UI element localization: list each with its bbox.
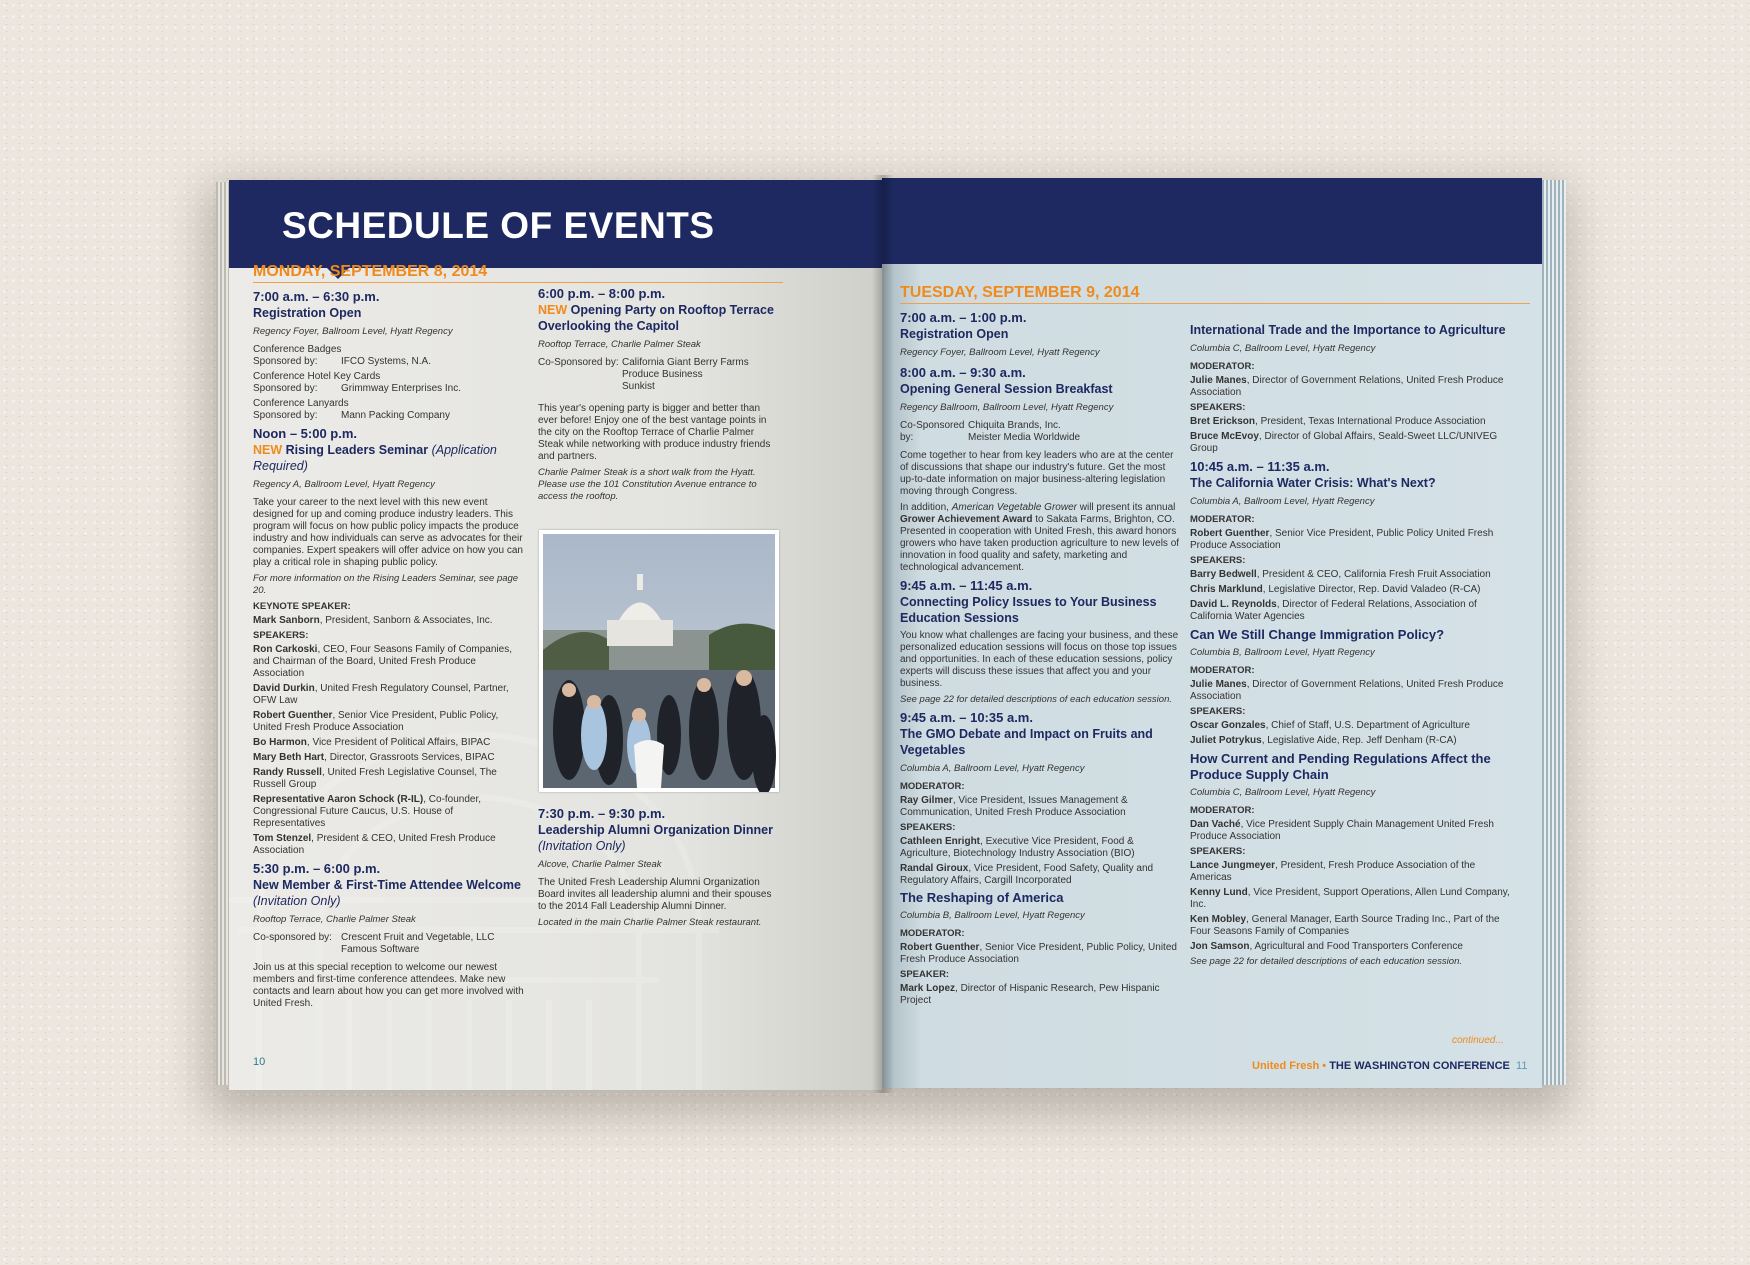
- event-title: Opening General Session Breakfast: [900, 382, 1113, 396]
- speakers-label: SPEAKERS:: [1190, 706, 1246, 717]
- event-title: Can We Still Change Immigration Policy?: [1190, 627, 1445, 642]
- moderator: Ray Gilmer, Vice President, Issues Management & Communication, United Fresh Produce Association: [900, 795, 1128, 818]
- sponsor-line: Sponsored by: IFCO Systems, N.A.: [253, 356, 432, 367]
- event-title: The Reshaping of America: [900, 890, 1064, 905]
- event-description: This year's opening party is bigger and better than ever before! Enjoy one of the best vantage points in the city on the Rooftop Terrace of Charlie Palmer Steak while networking with produce industry friends and partners.: [538, 403, 771, 462]
- continued-marker: continued...: [1452, 1035, 1504, 1046]
- speakers-label: SPEAKERS:: [1190, 846, 1246, 857]
- event-title: The California Water Crisis: What's Next?: [1190, 476, 1436, 490]
- speaker: Mary Beth Hart, Director, Grassroots Services, BIPAC: [253, 752, 495, 763]
- speaker: Bret Erickson, President, Texas International Produce Association: [1190, 416, 1486, 427]
- left-column-1: [253, 285, 528, 1014]
- page-title: SCHEDULE OF EVENTS: [282, 205, 715, 246]
- header-band-right: [882, 178, 1542, 264]
- event-time: 8:00 a.m. – 9:30 a.m.: [900, 365, 1026, 380]
- sponsor-line: Sponsored by: Mann Packing Company: [253, 410, 450, 421]
- speaker: Oscar Gonzales, Chief of Staff, U.S. Department of Agriculture: [1190, 720, 1470, 731]
- speaker: Kenny Lund, Vice President, Support Operations, Allen Lund Company, Inc.: [1190, 887, 1510, 910]
- speaker: Ken Mobley, General Manager, Earth Source Trading Inc., Part of the Four Seasons Family of Companies: [1190, 914, 1500, 937]
- event-time: 7:00 a.m. – 1:00 p.m.: [900, 310, 1027, 325]
- sponsor-line: Sponsored by: Grimmway Enterprises Inc.: [253, 383, 462, 394]
- event-time: 9:45 a.m. – 10:35 a.m.: [900, 710, 1033, 725]
- keynote-label: KEYNOTE SPEAKER:: [253, 601, 351, 612]
- sponsor-item: Conference Badges: [253, 344, 342, 355]
- event-location: Alcove, Charlie Palmer Steak: [538, 859, 662, 870]
- event-location: Columbia B, Ballroom Level, Hyatt Regency: [1190, 647, 1375, 658]
- event-location: Regency Foyer, Ballroom Level, Hyatt Regency: [253, 326, 453, 337]
- speakers-label: SPEAKERS:: [900, 822, 956, 833]
- cosponsors: Co-sponsored by: Crescent Fruit and Vegetable, LLC Famous Software: [253, 932, 495, 955]
- event-location: Columbia A, Ballroom Level, Hyatt Regency: [1190, 496, 1375, 507]
- moderator-label: MODERATOR:: [1190, 805, 1255, 816]
- cosponsors: Co-Sponsored by: California Giant Berry Farms Produce Business Sunkist: [538, 357, 749, 392]
- event-location: Columbia C, Ballroom Level, Hyatt Regency: [1190, 787, 1376, 798]
- sponsor-item: Conference Lanyards: [253, 398, 349, 409]
- speaker: Ron Carkoski, CEO, Four Seasons Family of Companies, and Chairman of the Board, United Fresh Produce Association: [253, 644, 512, 679]
- event-time: 5:30 p.m. – 6:00 p.m.: [253, 861, 381, 876]
- event-location: Columbia A, Ballroom Level, Hyatt Regency: [900, 763, 1085, 774]
- speaker: Mark Lopez, Director of Hispanic Research, Pew Hispanic Project: [900, 983, 1160, 1006]
- left-page: [229, 180, 882, 1090]
- rooftop-party-photo: [539, 530, 779, 792]
- event-title: Connecting Policy Issues to Your Business Education Sessions: [900, 595, 1157, 625]
- moderator: Dan Vaché, Vice President Supply Chain Management United Fresh Produce Association: [1190, 819, 1494, 842]
- left-column-2-lower: [538, 802, 781, 933]
- event-location: Columbia C, Ballroom Level, Hyatt Regency: [1190, 343, 1376, 354]
- event-note: Located in the main Charlie Palmer Steak restaurant.: [538, 917, 762, 928]
- event-title: New Member & First-Time Attendee Welcome: [253, 878, 521, 892]
- event-time: 6:00 p.m. – 8:00 p.m.: [538, 286, 666, 301]
- page-number-left: 10: [253, 1056, 266, 1068]
- event-location: Rooftop Terrace, Charlie Palmer Steak: [253, 914, 416, 925]
- speaker: Jon Samson, Agricultural and Food Transporters Conference: [1190, 941, 1463, 952]
- event-title: NEW Rising Leaders Seminar (Application Required): [253, 443, 497, 473]
- speaker: Randal Giroux, Vice President, Food Safety, Quality and Regulatory Affairs, Cargill Incorporated: [900, 863, 1154, 886]
- moderator-label: MODERATOR:: [1190, 514, 1255, 525]
- event-description: You know what challenges are facing your business, and these personalized education sessions will focus on those top issues and opportunities. In each of these education sessions, policy experts will discuss these issues that affect you and your business.: [900, 630, 1179, 689]
- speaker: Chris Marklund, Legislative Director, Rep. David Valadeo (R-CA): [1190, 584, 1481, 595]
- speaker: Tom Stenzel, President & CEO, United Fresh Produce Association: [253, 833, 496, 856]
- right-column-1: [900, 306, 1180, 1010]
- event-note: Charlie Palmer Steak is a short walk from the Hyatt. Please use the 101 Constitution Avenue entrance to access the rooftop.: [538, 467, 757, 502]
- right-page-edges: [1538, 180, 1566, 1085]
- speaker: Randy Russell, United Fresh Legislative Counsel, The Russell Group: [253, 767, 497, 790]
- day-rule-right: [900, 303, 1530, 304]
- event-location: Regency A, Ballroom Level, Hyatt Regency: [253, 479, 435, 490]
- event-tag: (Invitation Only): [253, 894, 341, 908]
- moderator: Julie Manes, Director of Government Relations, United Fresh Produce Association: [1190, 375, 1504, 398]
- speaker: Juliet Potrykus, Legislative Aide, Rep. Jeff Denham (R-CA): [1190, 735, 1457, 746]
- event-location: Rooftop Terrace, Charlie Palmer Steak: [538, 339, 701, 350]
- event-note: See page 22 for detailed descriptions of each education session.: [900, 694, 1172, 705]
- speaker: David Durkin, United Fresh Regulatory Counsel, Partner, OFW Law: [253, 683, 509, 706]
- speaker: Robert Guenther, Senior Vice President, Public Policy, United Fresh Produce Association: [253, 710, 499, 733]
- page-footer: United Fresh • THE WASHINGTON CONFERENCE 11: [1252, 1060, 1528, 1072]
- event-title: How Current and Pending Regulations Affect the Produce Supply Chain: [1190, 751, 1491, 782]
- event-location: Regency Foyer, Ballroom Level, Hyatt Regency: [900, 347, 1100, 358]
- event-note: For more information on the Rising Leaders Seminar, see page 20.: [253, 573, 519, 596]
- event-time: 10:45 a.m. – 11:35 a.m.: [1190, 459, 1330, 474]
- event-description: Take your career to the next level with this new event designed for up and coming produce industry leaders. This program will focus on how public policy impacts the produce industry and how individuals can serve as advocates for their companies. Expert speakers will offer advice on how you can play a critical role in shaping public policy.: [253, 497, 523, 568]
- event-title: Leadership Alumni Organization Dinner: [538, 823, 773, 837]
- left-column-2: [538, 282, 781, 507]
- event-description: The United Fresh Leadership Alumni Organization Board invites all leadership alumni and their spouses to the 2014 Fall Leadership Alumni Dinner.: [538, 877, 772, 912]
- moderator: Robert Guenther, Senior Vice President, Public Policy United Fresh Produce Association: [1190, 528, 1494, 551]
- event-description: Come together to hear from key leaders who are at the center of discussions that shape our industry's future. Get the most up-to-date information on major business-altering legislation moving through Congress.: [900, 450, 1174, 497]
- event-title: NEW Opening Party on Rooftop Terrace Overlooking the Capitol: [538, 303, 774, 333]
- speaker: Bruce McEvoy, Director of Global Affairs, Seald-Sweet LLC/UNIVEG Group: [1190, 431, 1498, 454]
- speaker: Representative Aaron Schock (R-IL), Co-founder, Congressional Future Caucus, U.S. House of Representatives: [253, 794, 482, 829]
- day-heading-tuesday: TUESDAY, SEPTEMBER 9, 2014: [900, 284, 1140, 301]
- cosponsors: Co-Sponsored by: Chiquita Brands, Inc. Meister Media Worldwide: [900, 420, 1081, 443]
- moderator-label: MODERATOR:: [1190, 361, 1255, 372]
- speaker: Barry Bedwell, President & CEO, California Fresh Fruit Association: [1190, 569, 1491, 580]
- speakers-label: SPEAKERS:: [253, 630, 309, 641]
- capitol-photo-image: [539, 530, 779, 792]
- event-description-award: In addition, American Vegetable Grower will present its annual Grower Achievement Award to Sakata Farms, Brighton, CO. Presented in cooperation with United Fresh, this award honors growers who have taken production agriculture to new levels of innovation in food quality and safety, marketing and technological advancement.: [900, 502, 1180, 573]
- event-title: Registration Open: [253, 306, 362, 320]
- event-location: Columbia B, Ballroom Level, Hyatt Regency: [900, 910, 1085, 921]
- day-heading-monday: MONDAY, SEPTEMBER 8, 2014: [253, 263, 488, 280]
- speaker: Bo Harmon, Vice President of Political Affairs, BIPAC: [253, 737, 491, 748]
- event-note: See page 22 for detailed descriptions of each education session.: [1190, 956, 1462, 967]
- moderator-label: MODERATOR:: [1190, 665, 1255, 676]
- moderator-label: MODERATOR:: [900, 928, 965, 939]
- moderator-label: MODERATOR:: [900, 781, 965, 792]
- event-time: 7:00 a.m. – 6:30 p.m.: [253, 289, 380, 304]
- event-title: International Trade and the Importance to Agriculture: [1190, 323, 1506, 337]
- event-title: Registration Open: [900, 327, 1009, 341]
- sponsor-item: Conference Hotel Key Cards: [253, 371, 381, 382]
- left-page-edges: [216, 182, 230, 1085]
- speaker: David L. Reynolds, Director of Federal Relations, Association of California Water Agencies: [1190, 599, 1477, 622]
- speaker: Cathleen Enright, Executive Vice President, Food & Agriculture, Biotechnology Industry Association (BIO): [900, 836, 1135, 859]
- event-time: 7:30 p.m. – 9:30 p.m.: [538, 806, 666, 821]
- moderator: Julie Manes, Director of Government Relations, United Fresh Produce Association: [1190, 679, 1504, 702]
- speakers-label: SPEAKERS:: [1190, 555, 1246, 566]
- event-time: 9:45 a.m. – 11:45 a.m.: [900, 578, 1033, 593]
- speaker: Lance Jungmeyer, President, Fresh Produce Association of the Americas: [1190, 860, 1476, 883]
- event-time: Noon – 5:00 p.m.: [253, 426, 358, 441]
- event-location: Regency Ballroom, Ballroom Level, Hyatt Regency: [900, 402, 1114, 413]
- event-tag: (Invitation Only): [538, 839, 626, 853]
- speaker: Mark Sanborn, President, Sanborn & Associates, Inc.: [253, 615, 493, 626]
- speaker-label: SPEAKER:: [900, 969, 950, 980]
- event-title: The GMO Debate and Impact on Fruits and Vegetables: [900, 727, 1153, 757]
- right-column-2: [1190, 318, 1510, 972]
- right-page: [882, 178, 1542, 1088]
- moderator: Robert Guenther, Senior Vice President, Public Policy, United Fresh Produce Association: [900, 942, 1177, 965]
- event-description: Join us at this special reception to welcome our newest members and first-time conference attendees. Make new contacts and learn about how you can get more involved with United Fresh.: [253, 962, 524, 1009]
- book-gutter: [872, 175, 894, 1093]
- speakers-label: SPEAKERS:: [1190, 402, 1246, 413]
